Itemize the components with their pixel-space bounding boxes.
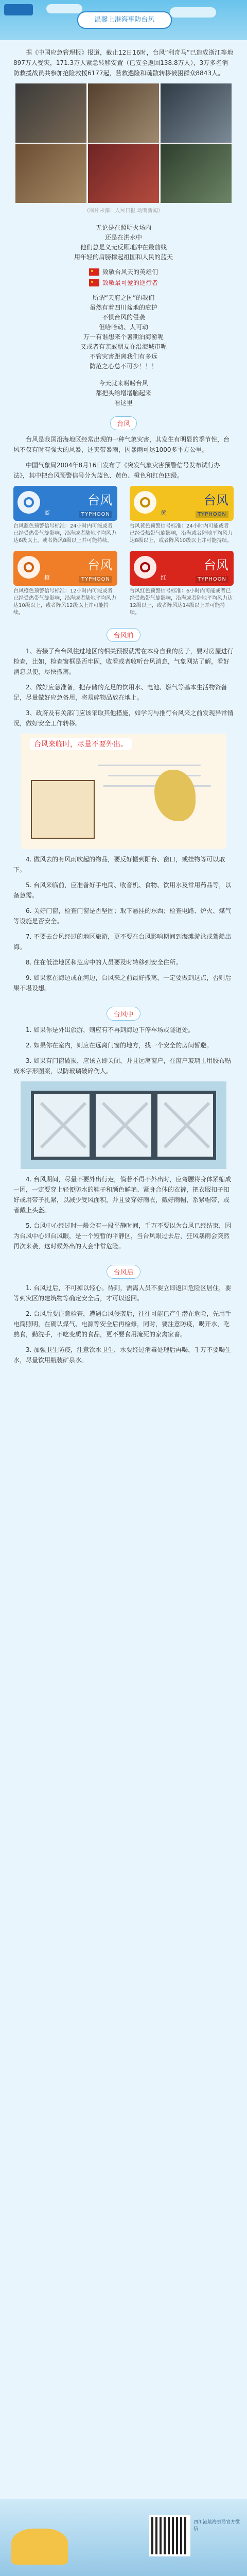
badge-en: TYPHOON — [196, 511, 228, 518]
salute-line — [13, 267, 234, 276]
window-pane — [31, 1091, 93, 1160]
before-item: 9. 如果家在海边或在河边，台风来之前最好撤离，一定要做到这点，否则后果不堪设想。 — [13, 974, 232, 992]
badge-description: 台风黄色预警信号标准：24小时内可能或者已经受热带气旋影响，沿海或者陆地平均风力达8级以上，或者阵风10级以上并可能持续。 — [130, 523, 233, 544]
badge-level: 橙 — [44, 574, 50, 581]
badge-description: 台风蓝色预警信号标准：24小时内可能或者已经受热带气旋影响，沿海或者陆地平均风力达6级以上，或者阵风8级以上并可能持续。 — [13, 523, 116, 544]
poem-line: 又或者有亲戚朋友在沿海城市呢 — [80, 343, 167, 350]
badge-level: 红 — [161, 574, 166, 581]
warning-badge-blue — [13, 486, 117, 546]
badge-zh: 台风 — [204, 558, 228, 572]
tree-illustration — [154, 770, 196, 821]
house-illustration — [31, 780, 95, 839]
during-item: 2. 如果你在室内，则应在远离门窗的地方，找一个安全的房间暂避。 — [26, 1042, 213, 1049]
wind-line — [98, 765, 201, 766]
boat-illustration — [11, 2529, 68, 2565]
typhoon-cartoon[interactable] — [21, 734, 226, 849]
badge-graphic — [130, 486, 234, 521]
intro-paragraph: 据《中国应急管理报》报道，截止12日16时，台风“利奇马”已造成浙江等地897万人受灾，171.3万人紧急转移安置（已安全返回138.8万人），3万多名消防救援战员共参加抢险救援6177起，营救遇险和疏散转移被困群众8843人。 — [13, 49, 233, 77]
photo-cell — [88, 83, 159, 143]
badge-description: 台风红色预警信号标准：6小时内可能或者已经受热带气旋影响，沿海或者陆地平均风力达12级以上，或者阵风达14级以上并可能持续。 — [130, 588, 233, 616]
typhoon-swirl-icon — [134, 556, 156, 579]
before-item: 2、做好应急准备，把存储的充足的饮用水、电池、燃气等基本生活物资备足，尽量做好应急备用，将易碎物品放在地上。 — [13, 684, 227, 701]
before-item: 6. 关好门窗，检查门窗是否坚固；取下悬挂的东西；检查电路、炉火、煤气等设施是否安全。 — [13, 907, 232, 925]
cloud-decoration — [46, 4, 82, 13]
badge-description: 台风橙色预警信号标准：12小时内可能或者已经受热带气旋影响，沿海或者陆地平均风力达10级以上，或者阵风12级以上并可能持续。 — [13, 588, 116, 616]
window-pane — [154, 1091, 216, 1160]
typhoon-paragraph: 台风是我国沿海地区经常出现的一种气象灾害，其发生有明显的季节性，台风不仅有时有强大的风暴，还夹带暴雨，因暴雨可达1000多平方公里。 — [13, 436, 230, 453]
photo-cell — [15, 144, 86, 204]
after-item: 1. 台风过后，不可掉以轻心。待到，需离人员不要立即返回危险区居住，要等到灾区的建筑物等确定安全后，才可以返回。 — [13, 1284, 232, 1302]
badge-zh: 台风 — [204, 493, 228, 507]
typhoon-swirl-icon — [17, 491, 40, 514]
title-ribbon — [77, 11, 172, 29]
china-flag-icon — [89, 279, 99, 286]
salute-line — [13, 278, 234, 287]
poem-line: 虽然有着四川盆地的庇护 — [89, 304, 157, 311]
salute-text: 致敬台风天的英雄们 — [102, 268, 158, 276]
before-item: 5. 台风来临前，应准备好手电筒、收音机、食物、饮用水及常用药品等，以备急需。 — [13, 882, 232, 899]
badge-level: 黄 — [161, 510, 166, 516]
poem-line: 无论是在照明火场内 — [95, 224, 151, 231]
poem-line: 防范之心总不可少！！！ — [89, 363, 157, 370]
photo-cell — [161, 83, 232, 143]
qr-code[interactable] — [149, 2515, 190, 2556]
poem-line: 所谓“天府之国”的我们 — [92, 294, 155, 301]
qr-label: 四川港航海事局官方微信 — [193, 2520, 240, 2532]
poem-line: 不管灾害距离我们有多远 — [89, 353, 157, 360]
typhoon-swirl-icon — [134, 491, 156, 514]
window-tape-photo[interactable] — [21, 1081, 226, 1169]
poem-line: 今天就来唠唠台风 — [98, 380, 148, 387]
section-tag-before: 台风前 — [107, 628, 140, 642]
warning-badge-orange — [13, 551, 117, 618]
badge-en: TYPHOON — [79, 511, 112, 518]
before-item: 8. 住在低洼地区和危房中的人员要及时转移到安全住所。 — [26, 959, 182, 966]
news-photo[interactable] — [15, 83, 232, 203]
logo — [4, 4, 33, 15]
cartoon-caption: 台风来临时，尽量不要外出。 — [30, 738, 132, 750]
badge-level: 蓝 — [44, 510, 50, 516]
during-item: 4. 台风期间，尽量不要外出行走，倘若不得不外出时，应弯腰将身体紧缩成一团，一定要穿上轻便防水的鞋子和颜色鲜艳、紧身合体的衣裤，把衣服扣子扣好或用带子扎紧，以减少受风面积，并且要穿好雨衣，戴好雨帽，系紧帽带，或者戴上头盔。 — [13, 1176, 232, 1214]
section-tag-typhoon: 台风 — [110, 416, 137, 430]
cloud-decoration — [170, 7, 216, 18]
poem-line: 还是在洪水中 — [104, 234, 142, 241]
footer — [0, 2499, 247, 2576]
before-item: 4. 做风去的有风雨吹起的物品，要反好搬到阳台、窗口，或挂物等可以取下。 — [13, 856, 225, 873]
photo-cell — [88, 144, 159, 204]
poem-line: 但哈哈动、人可动 — [98, 324, 148, 331]
section-tag-during: 台风中 — [107, 1007, 140, 1021]
badge-graphic — [130, 551, 234, 586]
window-pane — [93, 1091, 154, 1160]
section-tag-after: 台风后 — [107, 1265, 140, 1279]
salute-text: 致敬最可爱的逆行者 — [102, 279, 158, 286]
badge-zh: 台风 — [87, 558, 112, 572]
during-item: 5. 台风中心经过时一般会有一段平静时间，千万不要以为台风已经结束，因为台风中心即台风眼，是一个短暂的平静区，当台风眼过去后，狂风暴雨会突然再次来袭，这时候外出的人会非常危险。 — [13, 1222, 232, 1250]
after-item: 3. 加强卫生防疫，注意饮水卫生，水要经过消毒处理后再喝，千万不要喝生水，尽量饮用瓶装矿泉水。 — [13, 1346, 232, 1364]
before-item: 1、若接了台台风往过地区的相关预报就需在本身自我的房子，要对房屋进行检查，比如，检查窗框是否牢固，收看或者收听台风消息，气象网站了解，看好消息以便，尽快撤离。 — [13, 648, 234, 675]
page-title: 温馨上港海事防台风 — [94, 16, 155, 24]
warning-badges — [13, 486, 234, 618]
poem-line: 看这里 — [114, 399, 133, 406]
poem-line: 不惧台风的侵袭 — [101, 314, 145, 321]
header-banner — [0, 0, 247, 40]
during-item: 3. 如果有门窗破损，应该立即关闭，并且远离窗户，在窗户玻璃上用胶布贴成米字形图案，以防玻璃破碎伤人。 — [13, 1057, 232, 1075]
badge-en: TYPHOON — [196, 576, 228, 583]
before-item: 3、政府及有关部门应该采取其他措施，如学习与推行台风来之前发现异常情况，做好安全工作转移。 — [13, 709, 234, 727]
after-item: 2. 台风后要注意检查，遭遇台风侵袭后，往往可能已产生潜在危险，先用手电筒照明，在确认煤气、电源等安全后再检修，同时，要注意防疫，喝开水，吃熟食，勤洗手，不吃变质的食品，更不要食用淹死的家禽家畜。 — [13, 1310, 232, 1338]
during-item: 1. 如果你是外出旅游，则应有不再到海边下停车场或隧道处。 — [26, 1026, 195, 1033]
warning-badge-red — [130, 551, 234, 618]
badge-zh: 台风 — [87, 493, 112, 507]
before-item: 7. 不要去台风经过的地区旅游，更不要在台风影响期间到海滩游泳或驾船出海。 — [13, 933, 232, 951]
typhoon-paragraph: 中国气象局2004年8月16日发布了《突发气象灾害预警信号发布试行办法》，其中把台风预警信号分为蓝色、黄色、橙色和红色四级。 — [13, 462, 220, 479]
photo-cell — [15, 83, 86, 143]
badge-graphic — [13, 486, 117, 521]
china-flag-icon — [89, 268, 99, 276]
poem-line: 他们总是义无反顾地冲在最前线 — [80, 244, 167, 251]
photo-caption: （图片来源：人民日报 动嘴新闻） — [84, 208, 163, 214]
warning-badge-yellow — [130, 486, 234, 546]
poem-line: 都把头给增增脑起来 — [95, 389, 151, 397]
poem-block — [13, 223, 234, 408]
photo-cell — [161, 144, 232, 204]
poem-line: 万一有谁想来个暑期泊海游呢 — [83, 333, 164, 341]
poem-line: 用年轻的肩膀撑起祖国和人民的蓝天 — [74, 253, 173, 261]
badge-en: TYPHOON — [79, 576, 112, 583]
badge-graphic — [13, 551, 117, 586]
typhoon-swirl-icon — [17, 556, 40, 579]
